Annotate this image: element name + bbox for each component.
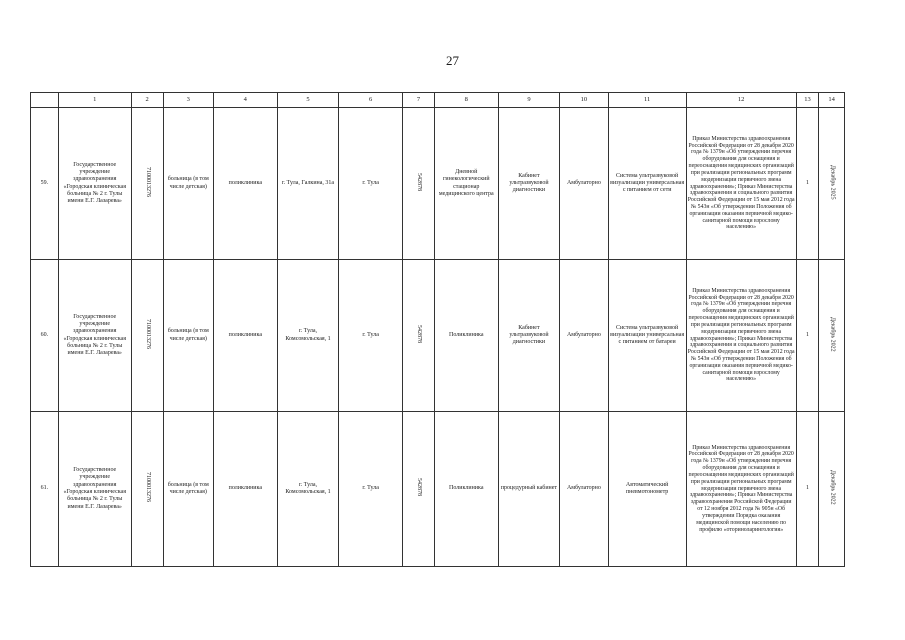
address-cell: г. Тула, Галкина, 31а <box>277 108 339 260</box>
date-text: Декабрь 2022 <box>829 470 836 505</box>
division-cell: поликлиника <box>213 108 277 260</box>
institution-cell: Государственное учреждение здравоохранения «Городская клиническая больница № 2 г. Тулы имени Е.Г. Лазарева» <box>58 260 131 412</box>
oktmo-text: 542878 <box>416 478 423 497</box>
room-cell: Кабинет ультразвуковой диагностики <box>498 260 560 412</box>
column-header: 5 <box>277 93 339 108</box>
code-cell <box>131 412 163 567</box>
room-cell: процедурный кабинет <box>498 412 560 567</box>
oktmo-text: 542878 <box>416 324 423 343</box>
column-header: 11 <box>608 93 686 108</box>
column-header: 7 <box>403 93 435 108</box>
row-number: 59. <box>31 108 59 260</box>
column-header: 6 <box>339 93 403 108</box>
table-row <box>31 260 845 412</box>
row-number: 61. <box>31 412 59 567</box>
date-text: Декабрь 2025 <box>829 164 836 200</box>
table-row <box>31 412 845 567</box>
column-header: 2 <box>131 93 163 108</box>
quantity-cell: 1 <box>796 108 819 260</box>
department-cell: Дневной гинекологический стационар медицинского центра <box>434 108 498 260</box>
column-header: 9 <box>498 93 560 108</box>
table-row <box>31 108 845 260</box>
date-cell <box>819 260 845 412</box>
address-cell: г. Тула, Комсомольская, 1 <box>277 260 339 412</box>
column-header: 10 <box>560 93 608 108</box>
institution-cell: Государственное учреждение здравоохранения «Городская клиническая больница № 2 г. Тулы имени Е.Г. Лазарева» <box>58 108 131 260</box>
column-header: 12 <box>686 93 796 108</box>
header-spacer <box>31 93 59 108</box>
type-cell: больница (в том числе детская) <box>163 412 213 567</box>
institution-cell: Государственное учреждение здравоохранения «Городская клиническая больница № 2 г. Тулы имени Е.Г. Лазарева» <box>58 412 131 567</box>
row-number: 60. <box>31 260 59 412</box>
code-cell <box>131 108 163 260</box>
code-text: 7100013276 <box>144 318 151 349</box>
care-cell: Амбулаторно <box>560 412 608 567</box>
code-text: 7100013276 <box>144 472 151 503</box>
department-cell: Поликлиника <box>434 412 498 567</box>
division-cell: поликлиника <box>213 412 277 567</box>
order-cell: Приказ Министерства здравоохранения Российской Федерации от 28 декабря 2020 года № 1379н «Об утверждении перечня оборудования для оснащения и переоснащения медицинских организаций при реализации региональных программ модернизации первичного звена здравоохранения»; Приказ Министерства здравоохранения и социального развития Российской Федерации от 15 мая 2012 года № 543н «Об утверждении Положения об организации оказания первичной медико-санитарной помощи взрослому населению» <box>686 260 796 412</box>
table-header-row <box>31 93 845 108</box>
code-cell <box>131 260 163 412</box>
order-cell: Приказ Министерства здравоохранения Российской Федерации от 28 декабря 2020 года № 1379н «Об утверждении перечня оборудования для оснащения и переоснащения медицинских организаций при реализации региональных программ модернизации первичного звена здравоохранения»; Приказ Министерства здравоохранения и социального развития Российской Федерации от 15 мая 2012 года № 543н «Об утверждении Положения об организации оказания первичной медико-санитарной помощи взрослому населению» <box>686 108 796 260</box>
care-cell: Амбулаторно <box>560 108 608 260</box>
city-cell: г. Тула <box>339 108 403 260</box>
column-header: 1 <box>58 93 131 108</box>
type-cell: больница (в том числе детская) <box>163 260 213 412</box>
code-text: 7100013276 <box>144 166 151 197</box>
address-cell: г. Тула, Комсомольская, 1 <box>277 412 339 567</box>
room-cell: Кабинет ультразвуковой диагностики <box>498 108 560 260</box>
column-header: 3 <box>163 93 213 108</box>
date-cell <box>819 108 845 260</box>
equipment-table <box>30 92 845 567</box>
date-text: Декабрь 2022 <box>829 316 836 352</box>
oktmo-text: 542878 <box>416 172 423 191</box>
division-cell: поликлиника <box>213 260 277 412</box>
city-cell: г. Тула <box>339 412 403 567</box>
order-cell: Приказ Министерства здравоохранения Российской Федерации от 28 декабря 2020 года № 1379н «Об утверждении перечня оборудования для оснащения и переоснащения медицинских организаций при реализации региональных программ модернизации первичного звена здравоохранения»; Приказ Министерства здравоохранения Российской Федерации от 12 ноября 2012 года № 905н «Об утверждении Порядка оказания медицинской помощи населению по профилю «оториноларингология» <box>686 412 796 567</box>
department-cell: Поликлиника <box>434 260 498 412</box>
equipment-cell: Система ультразвуковой визуализации универсальная с питанием от батареи <box>608 260 686 412</box>
column-header: 14 <box>819 93 845 108</box>
equipment-cell: Автоматический пневмотонометр <box>608 412 686 567</box>
column-header: 13 <box>796 93 819 108</box>
column-header: 4 <box>213 93 277 108</box>
quantity-cell: 1 <box>796 412 819 567</box>
quantity-cell: 1 <box>796 260 819 412</box>
city-cell: г. Тула <box>339 260 403 412</box>
type-cell: больница (в том числе детская) <box>163 108 213 260</box>
date-cell <box>819 412 845 567</box>
care-cell: Амбулаторно <box>560 260 608 412</box>
oktmo-cell <box>403 260 435 412</box>
oktmo-cell <box>403 108 435 260</box>
equipment-cell: Система ультразвуковой визуализации универсальная с питанием от сети <box>608 108 686 260</box>
column-header: 8 <box>434 93 498 108</box>
oktmo-cell <box>403 412 435 567</box>
page-number: 27 <box>446 53 459 68</box>
